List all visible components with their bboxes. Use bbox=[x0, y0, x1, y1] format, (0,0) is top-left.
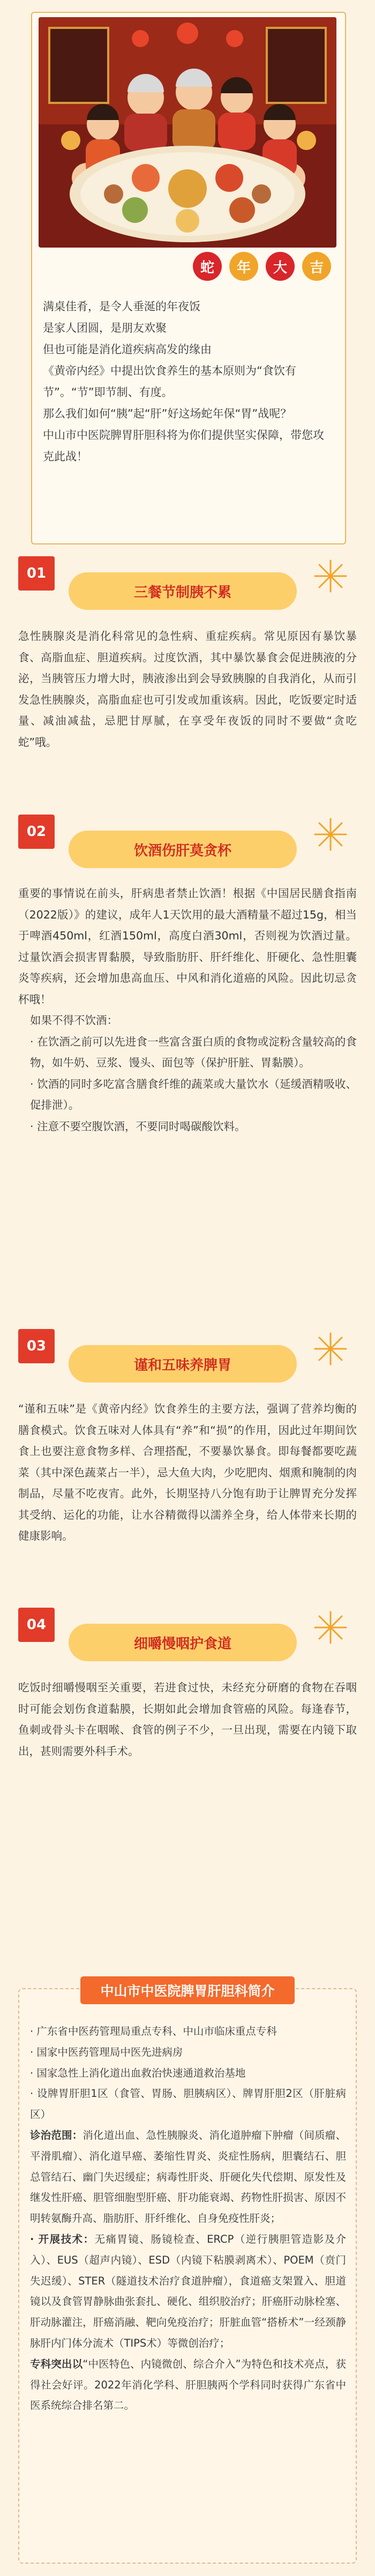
firework-icon bbox=[312, 557, 349, 595]
firework-icon bbox=[312, 1609, 349, 1646]
projects-text: 无痛胃镜、肠镜检查、ERCP（逆行胰胆管造影及介入）、EUS（超声内镜）、ESD（内镜下粘膜剥离术）、POEM（贲门失迟缓）、STER（隧道技术治疗食道肿瘤），食道癌支架置入、胆道镜以及食管胃静脉曲张套扎、硬化、组织胶治疗；肝癌肝动脉栓塞、肝动脉灌注，肝癌消融、靶向免疫治疗；肝脏血管“搭桥术”一经颈静脉肝内门体分流术（TIPS术）等微创治疗； bbox=[30, 2232, 347, 2349]
section-number-01: 01 bbox=[18, 556, 55, 591]
intro-text bbox=[43, 296, 332, 467]
hospital-intro-body bbox=[30, 2021, 346, 2416]
scope-text: 消化道出血、急性胰腺炎、消化道肿瘤下肿瘤（间质瘤、平滑肌瘤）、消化道早癌、萎缩性胃炎、炎症性肠病，胆囊结石、胆总管结石、幽门失迟缓症；病毒性肝炎、肝硬化失代偿期、原发性及继发性肝癌、胆管细胞型肝癌、肝功能衰竭、药物性肝损害、原因不明转氨酶升高、脂肪肝、肝纤维化、自身免疫性肝炎； bbox=[30, 2129, 346, 2225]
badge-ji: 吉 bbox=[302, 252, 331, 281]
intro-line: 那么我们如何“胰”起“肝”好这场蛇年保“胃”战呢？ bbox=[43, 407, 292, 420]
section-paragraph: 急性胰腺炎是消化科常见的急性病、重症疾病。常见原因有暴饮暴食、高脂血症、胆道疾病。过度饮酒，其中暴饮暴食会促进胰液的分泌，当胰管压力增大时，胰液渗出到会导致胰腺的自我消化，从而引发急性胰腺炎，高脂血症也可引发或加重该病。因此，吃饭要定时适量、减油减盐，忌肥甘厚腻，在享受年夜饭的同时不要做“贪吃蛇”哦。 bbox=[18, 630, 357, 749]
intro-line: 中山市中医院脾胃肝胆科将为你们提供坚实保障，带您攻克此战！ bbox=[43, 429, 324, 463]
badge-nian: 年 bbox=[229, 252, 258, 281]
intro-line: 《黄帝内经》中提出饮食养生的基本原则为“食饮有节”。“节”即节制、有度。 bbox=[43, 364, 296, 399]
section-title-02: 饮酒伤肝莫贪杯 bbox=[69, 831, 297, 868]
hospital-bullet: · 设牌胃肝胆1区（食管、胃肠、胆胰病区）、牌胃肝胆2区（肝脏病区） bbox=[30, 2087, 346, 2121]
section-title-03: 谨和五味养脾胃 bbox=[69, 1345, 297, 1383]
sub-heading: 如果不得不饮酒： bbox=[30, 1014, 118, 1027]
section-paragraph: “谨和五味”是《黄帝内经》饮食养生的主要方法，强调了营养均衡的膳食模式。饮食五味对人体具有“养”和“损”的作用，因此过年期间饮食上也要注意食物多样、合理搭配，不要暴饮暴食。即每餐都要吃蔬菜（其中深色蔬菜占一半），忌大鱼大肉，少吃肥肉、烟熏和腌制的肉制品，尽量不吃夜宵。此外，长期坚持八分饱有助于让脾胃充分发挥其受纳、运化的功能，让水谷精微得以濡养全身，给人体带来长期的健康影响。 bbox=[18, 1402, 357, 1542]
hospital-bullet: · 国家急性上消化道出血救治快速通道救治基地 bbox=[30, 2066, 246, 2079]
section-number-03: 03 bbox=[18, 1329, 55, 1363]
tip-item: · 饮酒的同时多吃富含膳食纤维的蔬菜或大量饮水（延缓酒精吸收、促排泄）。 bbox=[30, 1077, 357, 1111]
projects-label: · 开展技术： bbox=[30, 2232, 95, 2245]
hospital-bullet: · 国家中医药管理局中医先进病房 bbox=[30, 2045, 183, 2058]
intro-line: 但也可能是消化道疾病高发的缘由 bbox=[43, 343, 212, 356]
section-paragraph: 吃饭时细嚼慢咽至关重要，若进食过快，未经充分研磨的食物在吞咽时可能会划伤食道黏膜，长期如此会增加食管癌的风险。每逢春节，鱼刺或骨头卡在咽喉、食管的例子不少，一旦出现，需要在内镜下取出，甚则需要外科手术。 bbox=[18, 1681, 357, 1758]
hospital-scope bbox=[30, 2125, 346, 2229]
badge-she: 蛇 bbox=[193, 252, 222, 281]
section-body-02 bbox=[18, 883, 357, 1137]
scope-label: 诊治范围： bbox=[30, 2129, 83, 2141]
hospital-projects bbox=[30, 2229, 346, 2354]
family-dinner-illustration bbox=[39, 17, 336, 248]
section-title-04: 细嚼慢咽护食道 bbox=[69, 1624, 297, 1661]
feature-text: “中医特色、内镜微创、综合介入”为特色和技术亮点，获得社会好评。2022年消化学科、肝胆胰两个学科同时获得广东省中医系统综合排名第二。 bbox=[30, 2357, 346, 2412]
firework-icon bbox=[312, 1330, 349, 1368]
section-body-01 bbox=[18, 626, 357, 753]
section-number-02: 02 bbox=[18, 815, 55, 849]
section-body-03 bbox=[18, 1399, 357, 1547]
intro-line: 是家人团圆，是朋友欢聚 bbox=[43, 322, 167, 334]
firework-icon bbox=[312, 816, 349, 853]
hospital-bullet: · 广东省中医药管理局重点专科、中山市临床重点专科 bbox=[30, 2025, 277, 2037]
tip-item: · 注意不要空腹饮酒，不要同时喝碳酸饮料。 bbox=[30, 1119, 246, 1133]
badge-da: 大 bbox=[266, 252, 295, 281]
section-number-04: 04 bbox=[18, 1608, 55, 1642]
section-body-04 bbox=[18, 1677, 357, 1762]
section-paragraph: 重要的事情说在前头，肝病患者禁止饮酒！根据《中国居民膳食指南（2022版）》的建议，成年人1天饮用的最大酒精量不超过15g，相当于啤酒450ml，红酒150ml，高度白酒30ml，否则视为饮酒过量。过量饮酒会损害胃黏膜，导致脂肪肝、肝纤维化、肝硬化、急性胆囊炎等疾病，还会增加患高血压、中风和消化道癌的风险。因此切忌贪杯哦！ bbox=[18, 887, 357, 1006]
section-title-01: 三餐节制胰不累 bbox=[69, 572, 297, 610]
badge-row bbox=[193, 252, 331, 285]
feature-label: 专科突出以 bbox=[30, 2357, 83, 2370]
tip-item: · 在饮酒之前可以先进食一些富含蛋白质的食物或淀粉含量较高的食物，如牛奶、豆浆、馒头、面包等（保护肝脏、胃黏膜）。 bbox=[30, 1035, 357, 1069]
hospital-intro-title: 中山市中医院脾胃肝胆科简介 bbox=[80, 1976, 295, 2004]
intro-line: 满桌佳肴，是令人垂涎的年夜饭 bbox=[43, 300, 200, 313]
hospital-feature bbox=[30, 2354, 346, 2416]
